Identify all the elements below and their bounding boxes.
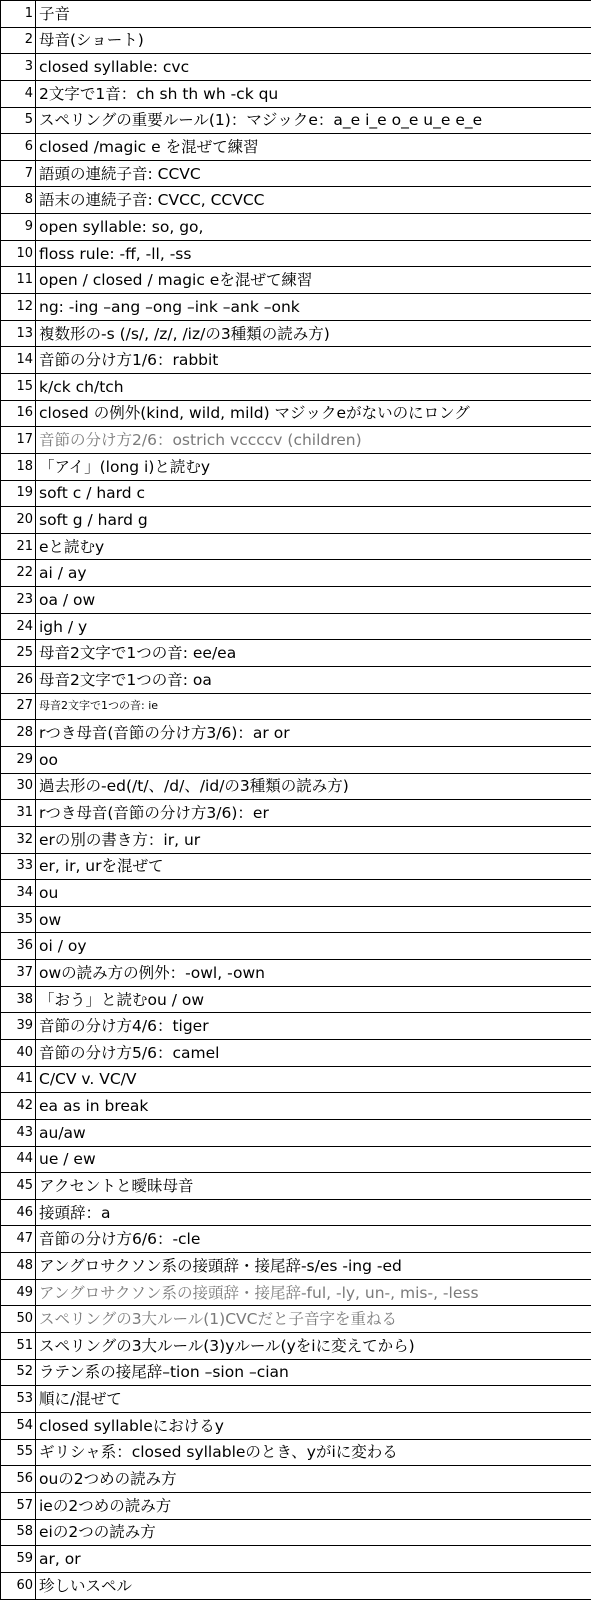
lesson-topic-cell[interactable]: open syllable: so, go, xyxy=(36,214,591,241)
lesson-topic-cell[interactable]: アクセントと曖昧母音 xyxy=(36,1173,591,1200)
table-row xyxy=(1,27,591,54)
lesson-topic-cell[interactable]: ou xyxy=(36,880,591,907)
lesson-topic-cell[interactable]: eiの2つの読み方 xyxy=(36,1519,591,1546)
table-row xyxy=(1,1466,591,1493)
table-row xyxy=(1,1093,591,1120)
lesson-topic-cell[interactable]: igh / y xyxy=(36,613,591,640)
lesson-topic-cell[interactable]: 音節の分け方2/6：ostrich vccccv (children) xyxy=(36,427,591,454)
row-number[interactable]: 48 xyxy=(1,1253,36,1280)
table-row xyxy=(1,1013,591,1040)
table-row xyxy=(1,746,591,773)
table-row xyxy=(1,853,591,880)
lesson-topic-cell[interactable]: 子音 xyxy=(36,1,591,28)
lesson-topic-cell[interactable]: アングロサクソン系の接頭辞・接尾辞-ful, -ly, un-, mis-, -less xyxy=(36,1279,591,1306)
lesson-topic-cell[interactable]: 母音2文字で1つの音: ie xyxy=(36,693,591,720)
row-number[interactable]: 22 xyxy=(1,560,36,587)
spreadsheet-body xyxy=(1,1,591,1600)
row-number[interactable]: 19 xyxy=(1,480,36,507)
table-row xyxy=(1,240,591,267)
table-row xyxy=(1,214,591,241)
table-row xyxy=(1,1359,591,1386)
lesson-topic-cell[interactable]: floss rule: -ff, -ll, -ss xyxy=(36,240,591,267)
lesson-topic-cell[interactable]: ar, or xyxy=(36,1546,591,1573)
table-row xyxy=(1,480,591,507)
row-number[interactable]: 60 xyxy=(1,1572,36,1599)
lesson-topic-cell[interactable]: soft g / hard g xyxy=(36,507,591,534)
lesson-topic-cell[interactable]: ai / ay xyxy=(36,560,591,587)
row-number[interactable]: 21 xyxy=(1,533,36,560)
row-number[interactable]: 46 xyxy=(1,1199,36,1226)
row-number[interactable]: 6 xyxy=(1,134,36,161)
row-number[interactable]: 14 xyxy=(1,347,36,374)
row-number[interactable]: 8 xyxy=(1,187,36,214)
lesson-topic-cell[interactable]: 音節の分け方1/6：rabbit xyxy=(36,347,591,374)
table-row xyxy=(1,640,591,667)
lesson-topic-cell[interactable]: soft c / hard c xyxy=(36,480,591,507)
table-row xyxy=(1,294,591,321)
table-row xyxy=(1,1226,591,1253)
table-row xyxy=(1,1279,591,1306)
row-number[interactable]: 4 xyxy=(1,80,36,107)
lesson-topic-cell[interactable]: C/CV v. VC/V xyxy=(36,1066,591,1093)
lesson-topic-cell[interactable]: 母音2文字で1つの音: oa xyxy=(36,667,591,694)
lesson-topic-cell[interactable]: oi / oy xyxy=(36,933,591,960)
row-number[interactable]: 12 xyxy=(1,294,36,321)
row-number[interactable]: 9 xyxy=(1,214,36,241)
table-row xyxy=(1,134,591,161)
table-row xyxy=(1,107,591,134)
table-row xyxy=(1,373,591,400)
row-number[interactable]: 28 xyxy=(1,720,36,747)
row-number[interactable]: 32 xyxy=(1,826,36,853)
lesson-topic-cell[interactable]: 珍しいスペル xyxy=(36,1572,591,1599)
row-number[interactable]: 24 xyxy=(1,613,36,640)
lesson-topic-cell[interactable]: k/ck ch/tch xyxy=(36,373,591,400)
row-number[interactable]: 56 xyxy=(1,1466,36,1493)
lesson-topic-cell[interactable]: owの読み方の例外：-owl, -own xyxy=(36,960,591,987)
row-number[interactable]: 33 xyxy=(1,853,36,880)
lesson-topic-cell[interactable]: ng: -ing –ang –ong –ink –ank –onk xyxy=(36,294,591,321)
table-row xyxy=(1,560,591,587)
lesson-topic-cell[interactable]: er, ir, urを混ぜて xyxy=(36,853,591,880)
row-number[interactable]: 23 xyxy=(1,587,36,614)
lesson-topic-cell[interactable]: rつき母音(音節の分け方3/6)：ar or xyxy=(36,720,591,747)
table-row xyxy=(1,1199,591,1226)
row-number[interactable]: 29 xyxy=(1,746,36,773)
row-number[interactable]: 30 xyxy=(1,773,36,800)
table-row xyxy=(1,906,591,933)
row-number[interactable]: 11 xyxy=(1,267,36,294)
row-number[interactable]: 26 xyxy=(1,667,36,694)
lesson-topic-cell[interactable]: 語末の連続子音: CVCC, CCVCC xyxy=(36,187,591,214)
table-row xyxy=(1,1146,591,1173)
lesson-topic-cell[interactable]: rつき母音(音節の分け方3/6)：er xyxy=(36,800,591,827)
row-number[interactable]: 31 xyxy=(1,800,36,827)
table-row xyxy=(1,1253,591,1280)
table-row xyxy=(1,1066,591,1093)
row-number[interactable]: 13 xyxy=(1,320,36,347)
lesson-topic-cell[interactable]: ow xyxy=(36,906,591,933)
table-row xyxy=(1,1,591,28)
row-number[interactable]: 16 xyxy=(1,400,36,427)
row-number[interactable]: 20 xyxy=(1,507,36,534)
table-row xyxy=(1,880,591,907)
lesson-topic-cell[interactable]: スペリングの3大ルール(3)yルール(yをiに変えてから) xyxy=(36,1333,591,1360)
row-number[interactable]: 1 xyxy=(1,1,36,28)
row-number[interactable]: 59 xyxy=(1,1546,36,1573)
table-row xyxy=(1,427,591,454)
row-number[interactable]: 39 xyxy=(1,1013,36,1040)
row-number[interactable]: 41 xyxy=(1,1066,36,1093)
row-number[interactable]: 38 xyxy=(1,986,36,1013)
lesson-topic-cell[interactable]: 順に/混ぜて xyxy=(36,1386,591,1413)
lesson-topic-cell[interactable]: スペリングの重要ルール(1)：マジックe：a_e i_e o_e u_e e_e xyxy=(36,107,591,134)
lesson-topic-cell[interactable]: スペリングの3大ルール(1)CVCだと子音字を重ねる xyxy=(36,1306,591,1333)
row-number[interactable]: 3 xyxy=(1,54,36,81)
table-row xyxy=(1,773,591,800)
lesson-topic-cell[interactable]: 語頭の連続子音: CCVC xyxy=(36,160,591,187)
table-row xyxy=(1,933,591,960)
lesson-topic-cell[interactable]: 「おう」と読むou / ow xyxy=(36,986,591,1013)
lesson-topic-cell[interactable]: 母音2文字で1つの音: ee/ea xyxy=(36,640,591,667)
row-number[interactable]: 18 xyxy=(1,453,36,480)
table-row xyxy=(1,826,591,853)
table-row xyxy=(1,986,591,1013)
lesson-topic-cell[interactable]: ギリシャ系：closed syllableのとき、yがiに変わる xyxy=(36,1439,591,1466)
row-number[interactable]: 10 xyxy=(1,240,36,267)
lesson-topic-cell[interactable]: 複数形の-s (/s/, /z/, /iz/の3種類の読み方) xyxy=(36,320,591,347)
lesson-topic-cell[interactable]: oo xyxy=(36,746,591,773)
table-row xyxy=(1,80,591,107)
table-row xyxy=(1,587,591,614)
table-row xyxy=(1,453,591,480)
table-row xyxy=(1,960,591,987)
row-number[interactable]: 57 xyxy=(1,1492,36,1519)
row-number[interactable]: 34 xyxy=(1,880,36,907)
lesson-topic-cell[interactable]: closed の例外(kind, wild, mild) マジックeがないのにロング xyxy=(36,400,591,427)
lesson-topic-cell[interactable]: open / closed / magic eを混ぜて練習 xyxy=(36,267,591,294)
lesson-topic-cell[interactable]: oa / ow xyxy=(36,587,591,614)
row-number[interactable]: 53 xyxy=(1,1386,36,1413)
table-row xyxy=(1,1412,591,1439)
row-number[interactable]: 35 xyxy=(1,906,36,933)
table-row xyxy=(1,1333,591,1360)
table-row xyxy=(1,720,591,747)
lesson-topic-cell[interactable]: erの別の書き方：ir, ur xyxy=(36,826,591,853)
table-row xyxy=(1,54,591,81)
lesson-topic-cell[interactable]: 2文字で1音：ch sh th wh -ck qu xyxy=(36,80,591,107)
table-row xyxy=(1,1386,591,1413)
row-number[interactable]: 49 xyxy=(1,1279,36,1306)
lesson-topic-cell[interactable]: 音節の分け方6/6：-cle xyxy=(36,1226,591,1253)
table-row xyxy=(1,1546,591,1573)
lesson-topic-cell[interactable]: ouの2つめの読み方 xyxy=(36,1466,591,1493)
lesson-topic-cell[interactable]: ラテン系の接尾辞–tion –sion –cian xyxy=(36,1359,591,1386)
row-number[interactable]: 2 xyxy=(1,27,36,54)
table-row xyxy=(1,160,591,187)
table-row xyxy=(1,667,591,694)
table-row xyxy=(1,320,591,347)
row-number[interactable]: 58 xyxy=(1,1519,36,1546)
row-number[interactable]: 52 xyxy=(1,1359,36,1386)
row-number[interactable]: 17 xyxy=(1,427,36,454)
table-row xyxy=(1,1519,591,1546)
table-row xyxy=(1,533,591,560)
table-row xyxy=(1,693,591,720)
table-row xyxy=(1,347,591,374)
lesson-topic-cell[interactable]: アングロサクソン系の接頭辞・接尾辞-s/es -ing -ed xyxy=(36,1253,591,1280)
table-row xyxy=(1,1119,591,1146)
lesson-topic-cell[interactable]: closed syllable: cvc xyxy=(36,54,591,81)
lesson-topic-cell[interactable]: closed /magic e を混ぜて練習 xyxy=(36,134,591,161)
row-number[interactable]: 36 xyxy=(1,933,36,960)
table-row xyxy=(1,800,591,827)
lesson-topic-cell[interactable]: 母音(ショート) xyxy=(36,27,591,54)
row-number[interactable]: 43 xyxy=(1,1119,36,1146)
table-row xyxy=(1,400,591,427)
table-row xyxy=(1,187,591,214)
table-row xyxy=(1,1572,591,1599)
lesson-topic-cell[interactable]: ea as in break xyxy=(36,1093,591,1120)
lesson-topic-cell[interactable]: ue / ew xyxy=(36,1146,591,1173)
row-number[interactable]: 37 xyxy=(1,960,36,987)
table-row xyxy=(1,1439,591,1466)
row-number[interactable]: 5 xyxy=(1,107,36,134)
row-number[interactable]: 25 xyxy=(1,640,36,667)
row-number[interactable]: 40 xyxy=(1,1039,36,1066)
table-row xyxy=(1,1039,591,1066)
row-number[interactable]: 44 xyxy=(1,1146,36,1173)
row-number[interactable]: 27 xyxy=(1,693,36,720)
lesson-topic-cell[interactable]: au/aw xyxy=(36,1119,591,1146)
row-number[interactable]: 51 xyxy=(1,1333,36,1360)
lesson-topic-cell[interactable]: eと読むy xyxy=(36,533,591,560)
row-number[interactable]: 55 xyxy=(1,1439,36,1466)
row-number[interactable]: 7 xyxy=(1,160,36,187)
lesson-topic-cell[interactable]: 「アイ」(long i)と読むy xyxy=(36,453,591,480)
lesson-topic-cell[interactable]: 音節の分け方5/6：camel xyxy=(36,1039,591,1066)
lesson-topic-cell[interactable]: ieの2つめの読み方 xyxy=(36,1492,591,1519)
lesson-topic-cell[interactable]: 過去形の-ed(/t/、/d/、/id/の3種類の読み方) xyxy=(36,773,591,800)
table-row xyxy=(1,613,591,640)
table-row xyxy=(1,1173,591,1200)
table-row xyxy=(1,1492,591,1519)
lesson-topic-cell[interactable]: 接頭辞：a xyxy=(36,1199,591,1226)
table-row xyxy=(1,1306,591,1333)
row-number[interactable]: 50 xyxy=(1,1306,36,1333)
table-row xyxy=(1,267,591,294)
row-number[interactable]: 15 xyxy=(1,373,36,400)
row-number[interactable]: 42 xyxy=(1,1093,36,1120)
table-row xyxy=(1,507,591,534)
row-number[interactable]: 47 xyxy=(1,1226,36,1253)
row-number[interactable]: 45 xyxy=(1,1173,36,1200)
lesson-topic-cell[interactable]: closed syllableにおけるy xyxy=(36,1412,591,1439)
row-number[interactable]: 54 xyxy=(1,1412,36,1439)
lesson-topic-cell[interactable]: 音節の分け方4/6：tiger xyxy=(36,1013,591,1040)
